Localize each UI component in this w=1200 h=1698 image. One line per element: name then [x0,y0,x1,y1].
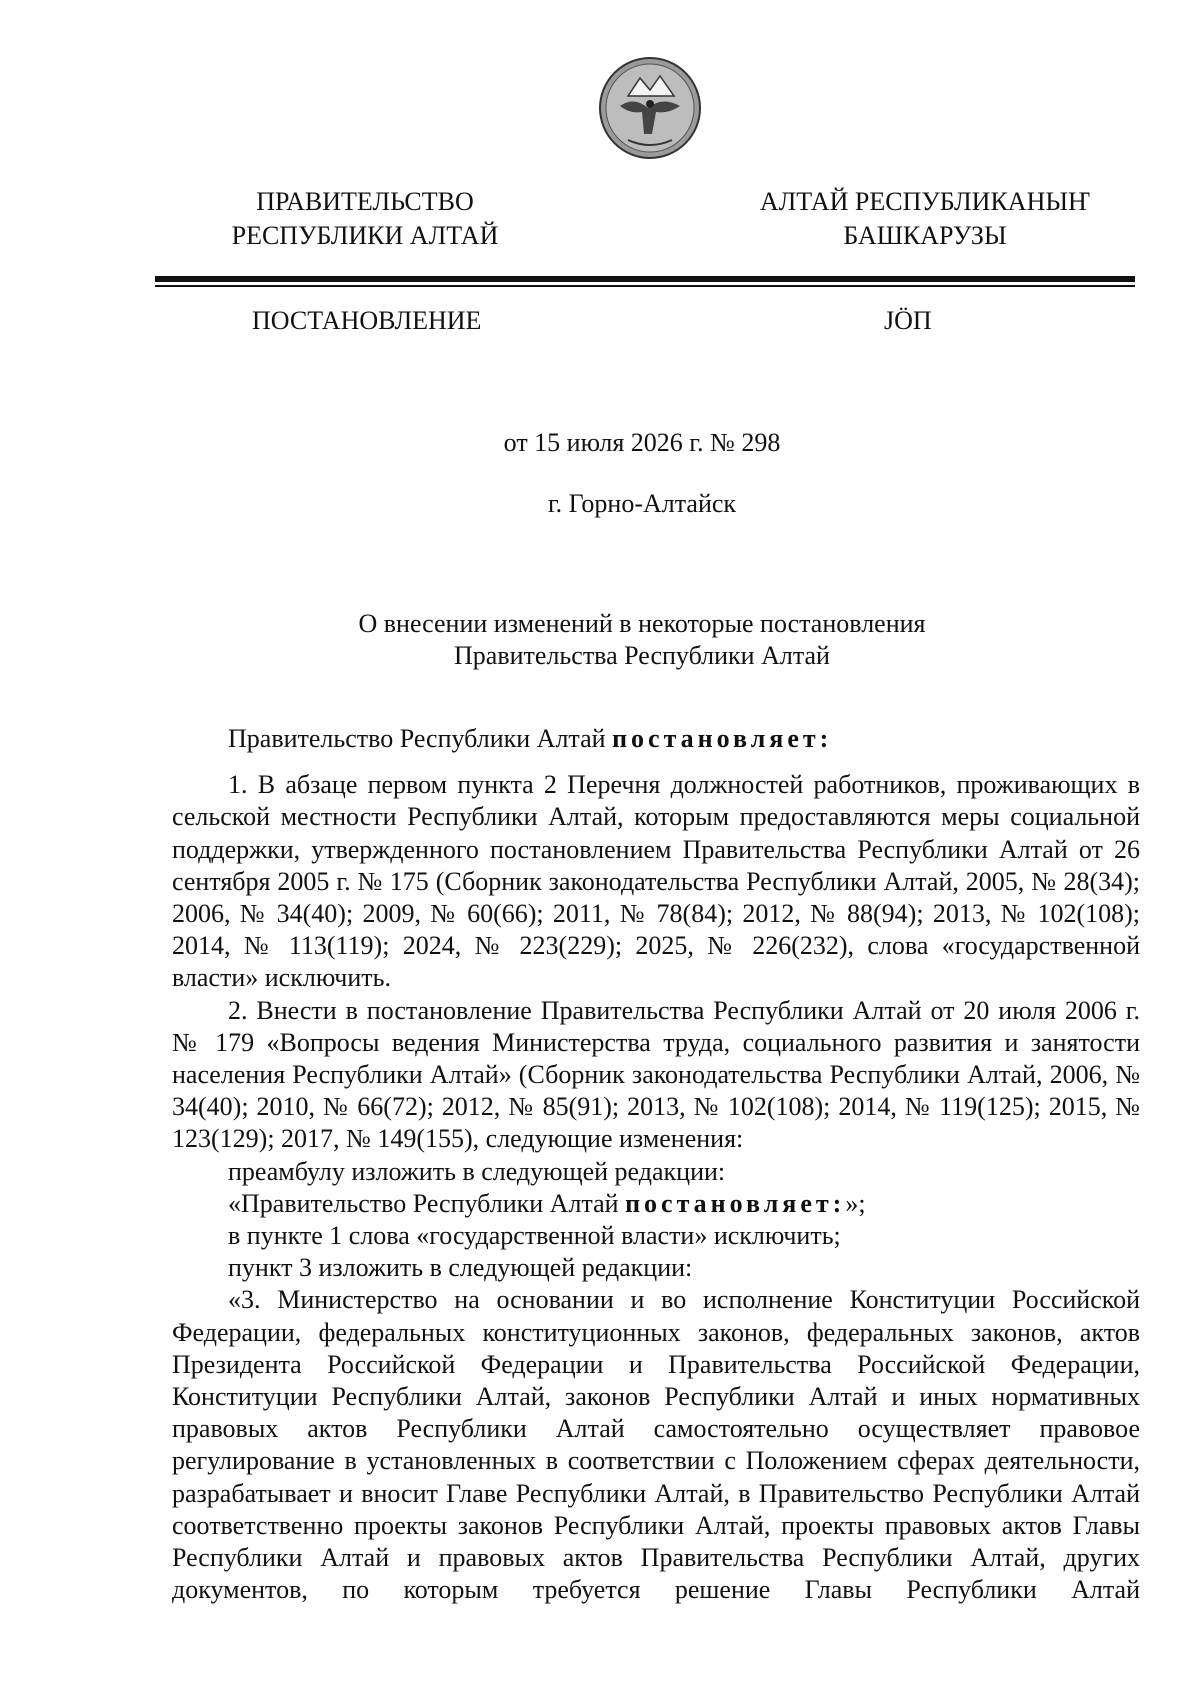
preamble-emphasis: постановляет: [612,724,833,753]
document-subject [172,608,1112,672]
header-divider-thick [155,276,1135,282]
subject-line2: Правительства Республики Алтай [454,641,830,670]
paragraph-4-prefix: «Правительство Республики Алтай [228,1188,626,1218]
doc-type-right: JÖП [884,306,932,335]
paragraph-3: преамбулу изложить в следующей редакции: [228,1156,726,1186]
paragraph-5: в пункте 1 слова «государственной власти» исключить; [228,1221,841,1251]
paragraph-4-emphasis: постановляет: [625,1188,846,1218]
header-right-line1: АЛТАЙ РЕСПУБЛИКАНЫҤ [759,187,1091,216]
document-body [172,723,1140,1606]
subject-line1: О внесении изменений в некоторые постановления [358,609,926,638]
preamble-text: Правительство Республики Алтай [228,724,613,753]
paragraph-7: «3. Министерство на основании и во исполнение Конституции Российской Федерации, федеральных конституционных законов, федеральных законов, актов Президента Российской Федерации и Правительства Российской Федерации, Конституции Республики Алтай, законов Республики Алтай и иных нормативных правовых актов Республики Алтай самостоятельно осуществляет правовое регулирование в установленных в соответствии с Положением сферах деятельности, разрабатывает и вносит Главе Республики Алтай, в Правительство Республики Алтай соответственно проекты законов Республики Алтай, проекты правовых актов Главы Республики Алтай и правовых актов Правительства Республики Алтай, других документов, по которым требуется решение Главы Республики Алтай [172,1285,1140,1605]
header-divider-thin [155,285,1135,287]
header-left [155,185,575,253]
header-left-line2: РЕСПУБЛИКИ АЛТАЙ [231,221,499,250]
header-right [715,185,1135,253]
paragraph-6: пункт 3 изложить в следующей редакции: [228,1253,693,1283]
preamble [172,723,1140,755]
coat-of-arms-emblem [598,56,702,160]
paragraph-4 [172,1188,1140,1220]
document-city: г. Горно-Алтайск [547,489,737,518]
header-left-line1: ПРАВИТЕЛЬСТВО [256,187,474,216]
paragraph-2: 2. Внести в постановление Правительства Республики Алтай от 20 июля 2006 г. № 179 «Вопросы ведения Министерства труда, социального развития и занятости населения Республики Алтай» (Сборник законодательства Республики Алтай, 2006, № 34(40); 2010, № 66(72); 2012, № 85(91); 2013, № 102(108); 2014, № 119(125); 2015, № 123(129); 2017, № 149(155), следующие изменения: [172,995,1140,1154]
paragraph-1: 1. В абзаце первом пункта 2 Перечня должностей работников, проживающих в сельской местности Республики Алтай, которым предоставляются меры социальной поддержки, утвержденного постановлением Правительства Республики Алтай от 26 сентября 2005 г. № 175 (Сборник законодательства Республики Алтай, 2005, № 28(34); 2006, № 34(40); 2009, № 60(66); 2011, № 78(84); 2012, № 88(94); 2013, № 102(108); 2014, № 113(119); 2024, № 223(229); 2025, № 226(232), слова «государственной власти» исключить. [172,770,1140,993]
document-date-number: от 15 июля 2026 г. № 298 [503,428,781,457]
doc-type-left: ПОСТАНОВЛЕНИЕ [252,306,482,335]
paragraph-4-suffix: »; [845,1188,866,1218]
header-right-line2: БАШКАРУЗЫ [843,221,1007,250]
